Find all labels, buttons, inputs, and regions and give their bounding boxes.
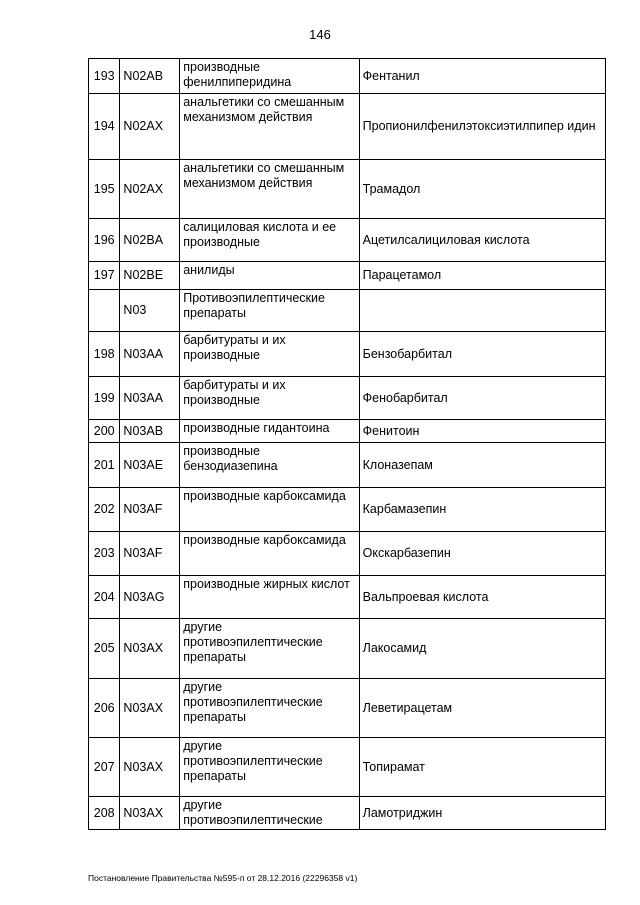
row-number: 193 bbox=[89, 59, 120, 94]
drug-group: другие противоэпилептические препараты bbox=[180, 738, 359, 797]
drug-group: анилиды bbox=[180, 262, 359, 290]
row-number: 208 bbox=[89, 797, 120, 830]
row-number bbox=[89, 290, 120, 332]
atc-code: N03AX bbox=[120, 738, 180, 797]
table-row bbox=[89, 443, 606, 488]
row-number: 203 bbox=[89, 532, 120, 576]
document-footer: Постановление Правительства №595-п от 28.12.2016 (22296358 v1) bbox=[88, 873, 358, 883]
table-row bbox=[89, 619, 606, 679]
atc-code: N03 bbox=[120, 290, 180, 332]
row-number: 204 bbox=[89, 576, 120, 619]
atc-code: N02AX bbox=[120, 160, 180, 219]
atc-code: N03AF bbox=[120, 488, 180, 532]
drug-group: Противоэпилептические препараты bbox=[180, 290, 359, 332]
table-row bbox=[89, 160, 606, 219]
atc-code: N02AB bbox=[120, 59, 180, 94]
drug-name: Трамадол bbox=[359, 160, 605, 219]
table-row bbox=[89, 332, 606, 377]
drug-name bbox=[359, 290, 605, 332]
drug-group: производные карбоксамида bbox=[180, 532, 359, 576]
table-row bbox=[89, 488, 606, 532]
drug-group: салициловая кислота и ее производные bbox=[180, 219, 359, 262]
drug-name: Ламотриджин bbox=[359, 797, 605, 830]
atc-code: N02AX bbox=[120, 94, 180, 160]
drug-name: Фенобарбитал bbox=[359, 377, 605, 420]
row-number: 194 bbox=[89, 94, 120, 160]
page-number: 146 bbox=[309, 27, 331, 42]
atc-code: N03AX bbox=[120, 619, 180, 679]
drug-group: производные гидантоина bbox=[180, 420, 359, 443]
drug-group: производные фенилпиперидина bbox=[180, 59, 359, 94]
drug-group: анальгетики со смешанным механизмом действия bbox=[180, 94, 359, 160]
table-row bbox=[89, 532, 606, 576]
row-number: 202 bbox=[89, 488, 120, 532]
drug-group: производные жирных кислот bbox=[180, 576, 359, 619]
drug-name: Окскарбазепин bbox=[359, 532, 605, 576]
drug-name: Бензобарбитал bbox=[359, 332, 605, 377]
drug-name: Клоназепам bbox=[359, 443, 605, 488]
table-row bbox=[89, 219, 606, 262]
drug-group: производные карбоксамида bbox=[180, 488, 359, 532]
row-number: 206 bbox=[89, 679, 120, 738]
table-row bbox=[89, 94, 606, 160]
drug-name: Лакосамид bbox=[359, 619, 605, 679]
row-number: 196 bbox=[89, 219, 120, 262]
table-row bbox=[89, 420, 606, 443]
table-row bbox=[89, 679, 606, 738]
atc-code: N03AB bbox=[120, 420, 180, 443]
drug-name: Топирамат bbox=[359, 738, 605, 797]
row-number: 195 bbox=[89, 160, 120, 219]
drug-name: Карбамазепин bbox=[359, 488, 605, 532]
drug-name: Парацетамол bbox=[359, 262, 605, 290]
atc-code: N03AA bbox=[120, 377, 180, 420]
atc-code: N03AX bbox=[120, 679, 180, 738]
atc-code: N03AE bbox=[120, 443, 180, 488]
table-row bbox=[89, 377, 606, 420]
drug-name: Пропионилфенилэтоксиэтилпипер идин bbox=[359, 94, 605, 160]
drug-table-body bbox=[89, 59, 606, 830]
drug-table bbox=[88, 58, 606, 830]
row-number: 207 bbox=[89, 738, 120, 797]
row-number: 199 bbox=[89, 377, 120, 420]
drug-group: анальгетики со смешанным механизмом действия bbox=[180, 160, 359, 219]
drug-name: Вальпроевая кислота bbox=[359, 576, 605, 619]
drug-name: Фентанил bbox=[359, 59, 605, 94]
row-number: 197 bbox=[89, 262, 120, 290]
row-number: 198 bbox=[89, 332, 120, 377]
table-row bbox=[89, 797, 606, 830]
drug-group: другие противоэпилептические bbox=[180, 797, 359, 830]
drug-name: Леветирацетам bbox=[359, 679, 605, 738]
drug-group: другие противоэпилептические препараты bbox=[180, 679, 359, 738]
drug-group: барбитураты и их производные bbox=[180, 332, 359, 377]
table-row-section bbox=[89, 290, 606, 332]
atc-code: N03AG bbox=[120, 576, 180, 619]
row-number: 200 bbox=[89, 420, 120, 443]
table-row bbox=[89, 738, 606, 797]
drug-name: Ацетилсалициловая кислота bbox=[359, 219, 605, 262]
drug-group: барбитураты и их производные bbox=[180, 377, 359, 420]
atc-code: N02BA bbox=[120, 219, 180, 262]
table-row bbox=[89, 59, 606, 94]
row-number: 205 bbox=[89, 619, 120, 679]
drug-group: другие противоэпилептические препараты bbox=[180, 619, 359, 679]
atc-code: N02BE bbox=[120, 262, 180, 290]
drug-name: Фенитоин bbox=[359, 420, 605, 443]
drug-group: производные бензодиазепина bbox=[180, 443, 359, 488]
table-row bbox=[89, 576, 606, 619]
atc-code: N03AA bbox=[120, 332, 180, 377]
atc-code: N03AX bbox=[120, 797, 180, 830]
atc-code: N03AF bbox=[120, 532, 180, 576]
table-row bbox=[89, 262, 606, 290]
row-number: 201 bbox=[89, 443, 120, 488]
